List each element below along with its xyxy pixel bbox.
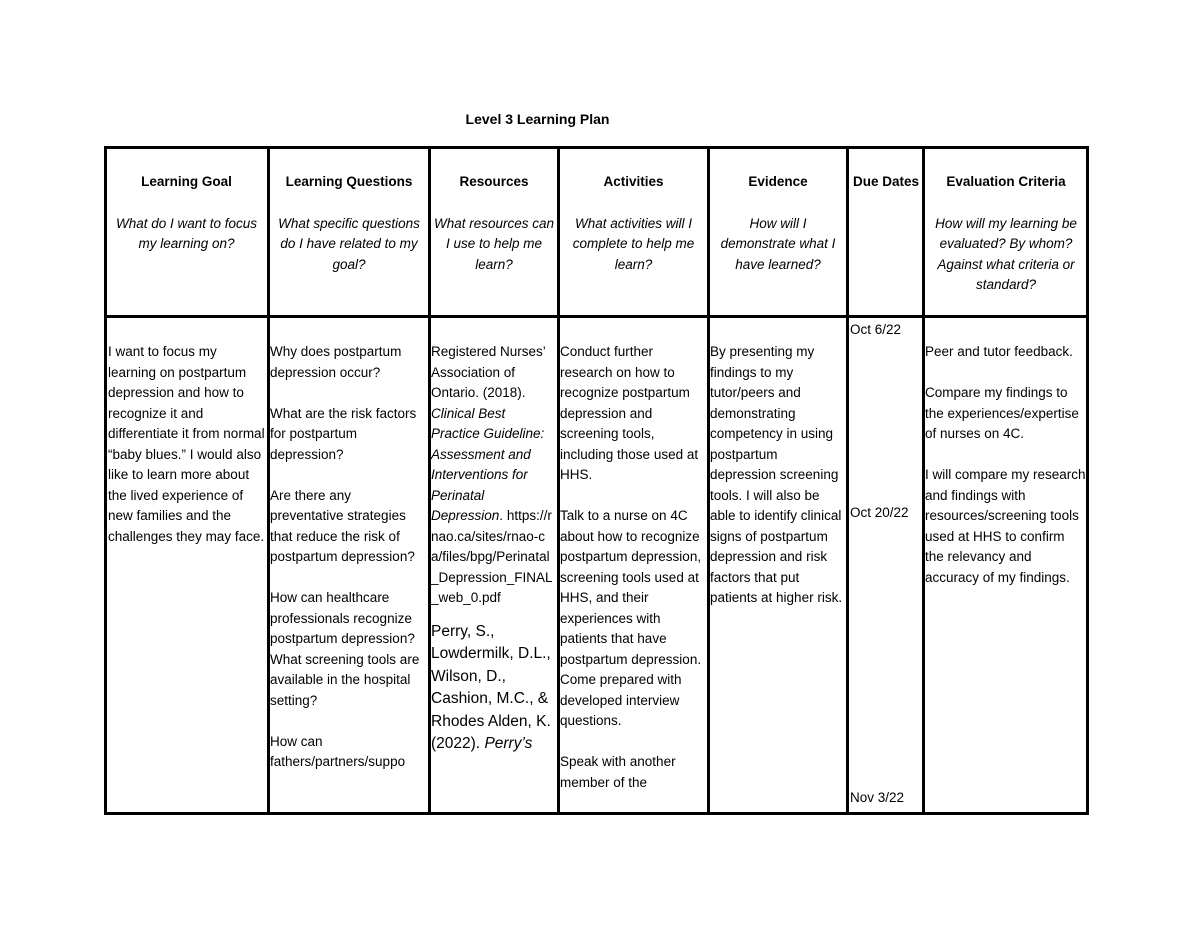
header-label: Learning Questions bbox=[285, 174, 413, 189]
evaluation-item: I will compare my research and findings with resources/screening tools used at HHS to confirm the relevancy and accuracy of my findings. bbox=[925, 467, 1086, 585]
table-border-right bbox=[1086, 146, 1089, 815]
header-due-dates bbox=[849, 172, 923, 193]
header-learning-questions bbox=[272, 172, 426, 275]
header-label: Learning Goal bbox=[141, 174, 232, 189]
cell-evidence bbox=[710, 342, 846, 812]
question-item: How can healthcare professionals recognize postpartum depression? What screening tools are available in the hospital setting? bbox=[270, 590, 420, 708]
resource-rnao bbox=[431, 342, 556, 609]
question-item: Why does postpartum depression occur? bbox=[270, 344, 402, 380]
header-question: What do I want to focus my learning on? bbox=[115, 215, 258, 251]
question-item: Are there any preventative strategies that reduce the risk of postpartum depression? bbox=[270, 487, 415, 564]
question-item: How can fathers/partners/suppo bbox=[270, 733, 406, 769]
cell-evaluation-criteria bbox=[925, 342, 1086, 812]
header-question: How will my learning be evaluated? By whom? Against what criteria or standard? bbox=[935, 215, 1077, 292]
evaluation-item: Compare my findings to the experiences/expertise of nurses on 4C. bbox=[925, 385, 1079, 441]
table-border-bottom bbox=[104, 812, 1089, 815]
due-date-1: Oct 6/22 bbox=[850, 322, 902, 337]
header-question: What resources can I use to help me learn? bbox=[433, 215, 555, 272]
activity-item: Speak with another member of the bbox=[560, 754, 676, 790]
document-title bbox=[0, 111, 1075, 127]
table-border-left bbox=[104, 146, 107, 815]
header-label: Evidence bbox=[748, 174, 808, 189]
column-divider-5 bbox=[846, 146, 849, 815]
resource-perry bbox=[431, 621, 556, 756]
header-label: Resources bbox=[459, 174, 529, 189]
header-evaluation-criteria bbox=[927, 172, 1085, 296]
evaluation-item: Peer and tutor feedback. bbox=[925, 344, 1073, 359]
resource-rnao-link[interactable]: https://rnao.ca/sites/rnao-ca/files/bpg/Perinatal_Depression_FINAL_web_0.pdf bbox=[431, 508, 553, 605]
document-title-text: Level 3 Learning Plan bbox=[465, 111, 610, 127]
cell-resources bbox=[431, 342, 556, 812]
resource-perry-authors: Perry, S., Lowdermilk, D.L., Wilson, D., Cashion, M.C., & Rhodes Alden, K. (2022). bbox=[431, 622, 551, 752]
header-question: How will I demonstrate what I have learned? bbox=[720, 215, 836, 272]
due-date-2: Oct 20/22 bbox=[850, 505, 909, 520]
resource-rnao-title: Clinical Best Practice Guideline: Assessment and Interventions for Perinatal Depression bbox=[431, 405, 545, 523]
resource-rnao-author: Registered Nurses’ Association of Ontario. (2018). bbox=[431, 344, 546, 400]
question-item: What are the risk factors for postpartum depression? bbox=[270, 405, 417, 462]
learning-goal-text: I want to focus my learning on postpartum depression and how to recognize it and differentiate it from normal “baby blues.” I would also like to learn more about the lived experience of new families and the challenges they may face. bbox=[108, 344, 265, 544]
due-date-3: Nov 3/22 bbox=[850, 790, 905, 805]
resource-perry-title: Perry’s bbox=[484, 735, 533, 752]
activity-item: Talk to a nurse on 4C about how to recognize postpartum depression, screening tools used at HHS, and their experiences with patients that have postpartum depression. Come prepared with developed interview questions. bbox=[560, 508, 702, 728]
cell-activities bbox=[560, 342, 707, 812]
header-label: Activities bbox=[603, 174, 664, 189]
header-question: What activities will I complete to help me learn? bbox=[572, 215, 695, 272]
header-label: Evaluation Criteria bbox=[946, 174, 1066, 189]
cell-learning-goal bbox=[108, 342, 267, 812]
table-header-divider bbox=[104, 315, 1089, 318]
activity-item: Conduct further research on how to recognize postpartum depression and screening tools, including those used at HHS. bbox=[560, 344, 699, 482]
header-learning-goal bbox=[109, 172, 264, 255]
cell-learning-questions bbox=[270, 342, 427, 812]
header-resources bbox=[432, 172, 556, 275]
header-activities bbox=[562, 172, 705, 275]
header-label: Due Dates bbox=[852, 174, 920, 189]
header-evidence bbox=[711, 172, 845, 275]
table-border-top bbox=[104, 146, 1089, 149]
resource-rnao-period: . bbox=[499, 508, 504, 523]
evidence-text: By presenting my findings to my tutor/peers and demonstrating competency in using postpartum depression screening tools. I will also be able to identify clinical signs of postpartum depression and risk factors that put patients at higher risk. bbox=[710, 344, 843, 605]
header-question: What specific questions do I have related to my goal? bbox=[278, 215, 420, 272]
